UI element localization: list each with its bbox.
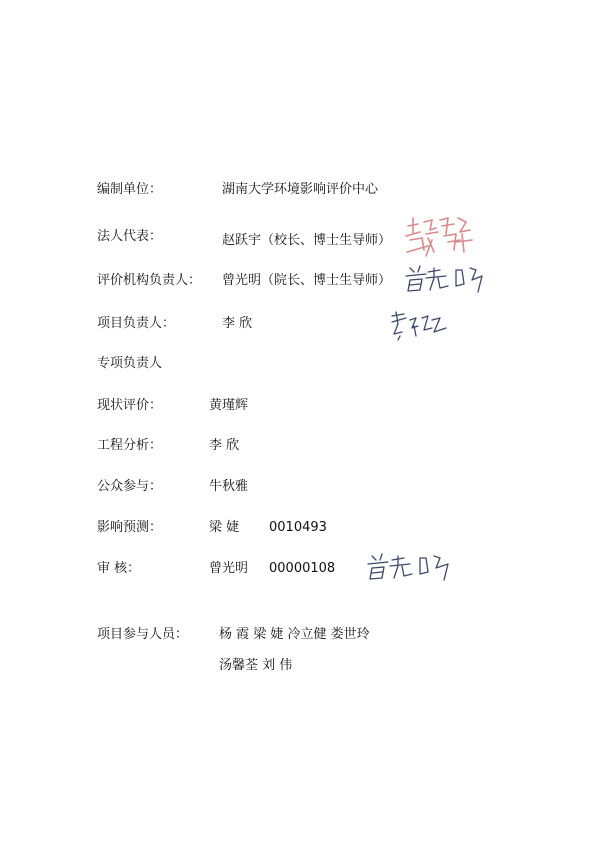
eval-head-value: 曾光明（院长、博士生导师）	[222, 273, 392, 288]
impact-code: 0010493	[269, 520, 327, 535]
unit-value: 湖南大学环境影响评价中心	[222, 182, 379, 197]
members-label: 项目参与人员：	[97, 627, 189, 642]
eval-head-signature	[400, 262, 492, 296]
eng-analysis-label: 工程分析：	[97, 438, 163, 453]
public-value: 牛秋雅	[209, 479, 249, 494]
eng-analysis-value: 李 欣	[209, 438, 240, 453]
project-head-value: 李 欣	[222, 316, 253, 331]
legal-rep-signature	[402, 212, 474, 260]
project-head-label: 项目负责人：	[97, 316, 176, 331]
members-line-1: 杨 霞 梁 婕 冷立健 娄世玲	[219, 627, 370, 642]
impact-value: 梁 婕	[209, 520, 240, 535]
special-head-label: 专项负责人	[97, 356, 163, 371]
unit-label: 编制单位：	[97, 182, 163, 197]
legal-rep-label: 法人代表：	[97, 229, 163, 244]
public-label: 公众参与：	[97, 479, 163, 494]
impact-label: 影响预测：	[97, 520, 163, 535]
review-signature	[362, 550, 458, 584]
review-label: 审 核：	[97, 561, 141, 576]
review-code: 00000108	[269, 561, 336, 576]
eval-head-label: 评价机构负责人：	[97, 273, 202, 288]
review-value: 曾光明	[209, 561, 249, 576]
status-eval-value: 黄瑾辉	[209, 398, 249, 413]
members-line-2: 汤馨荃 刘 伟	[219, 658, 293, 673]
project-head-signature	[388, 306, 450, 342]
legal-rep-value: 赵跃宇（校长、博士生导师）	[222, 233, 392, 248]
status-eval-label: 现状评价：	[97, 398, 163, 413]
